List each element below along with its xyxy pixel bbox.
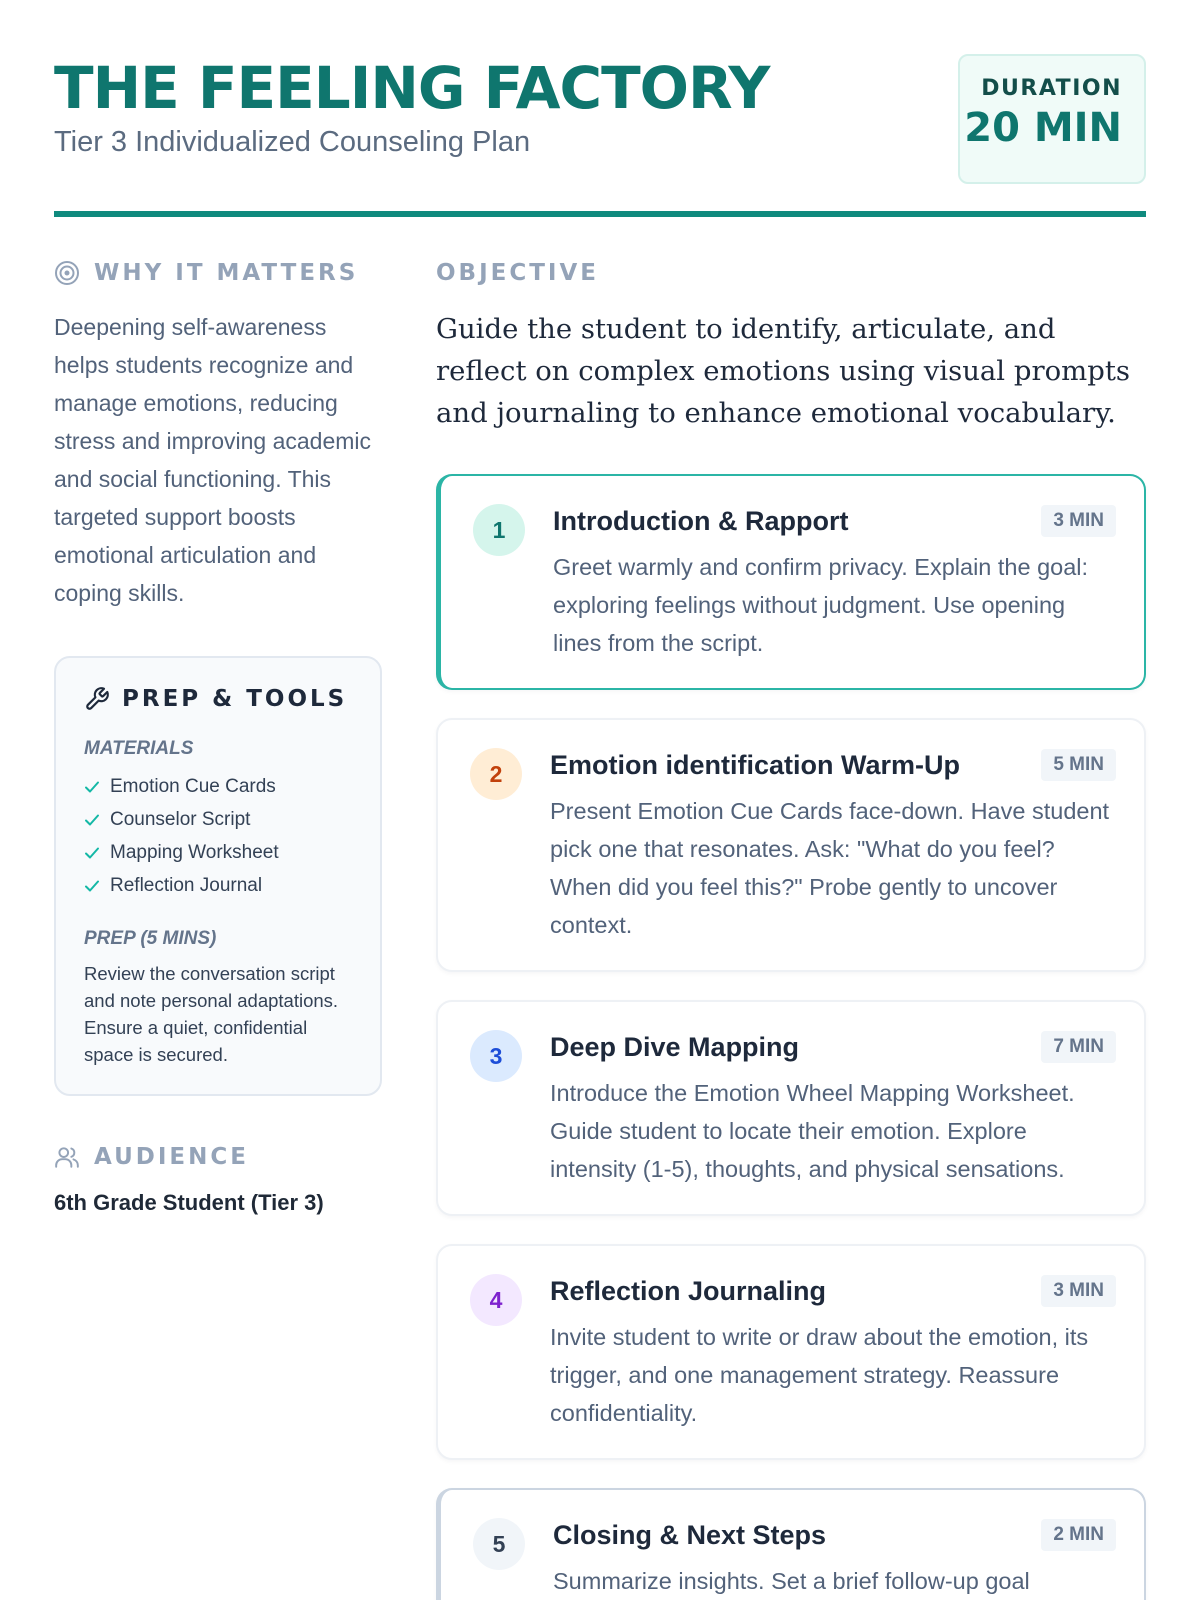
step-duration-badge: 5 MIN <box>1041 749 1116 781</box>
objective-heading: OBJECTIVE <box>436 260 599 286</box>
materials-heading: MATERIALS <box>84 738 194 759</box>
step-description: Summarize insights. Set a brief follow-up goal <box>553 1568 1030 1594</box>
header-divider <box>54 211 1146 217</box>
prep-heading-label: PREP & TOOLS <box>122 686 348 712</box>
step-card[interactable] <box>436 718 1146 972</box>
list-item: Mapping Worksheet <box>84 836 360 869</box>
page-title: THE FEELING FACTORY <box>54 54 770 122</box>
check-icon <box>84 879 100 893</box>
step-title: Reflection Journaling <box>550 1275 827 1306</box>
step-card[interactable] <box>436 1488 1146 1600</box>
step-card[interactable] <box>436 1000 1146 1216</box>
step-number: 3 <box>470 1030 522 1082</box>
step-number: 5 <box>473 1518 525 1570</box>
prep-time-heading: PREP (5 MINS) <box>84 928 217 949</box>
step-title: Closing & Next Steps <box>553 1519 827 1550</box>
right-column <box>436 258 1146 1600</box>
wrench-icon <box>84 686 110 712</box>
list-item: Reflection Journal <box>84 869 360 902</box>
prep-text: Review the conversation script and note personal adaptations. Ensure a quiet, confidential space is secured. <box>84 963 339 1065</box>
steps-list <box>436 474 1146 1600</box>
why-text: Deepening self-awareness helps students recognize and manage emotions, reducing stress and improving academic and social functioning. This targeted support boosts emotional articulation and coping skills. <box>54 314 372 606</box>
step-title: Deep Dive Mapping <box>550 1031 800 1062</box>
materials-list <box>84 770 360 902</box>
step-description: Present Emotion Cue Cards face-down. Have student pick one that resonates. Ask: "What do you feel? When did you feel this?" Probe gently to uncover context. <box>550 798 1110 938</box>
prep-heading <box>84 686 360 712</box>
target-icon <box>54 260 80 286</box>
step-description: Invite student to write or draw about the emotion, its trigger, and one management strategy. Reassure confidentiality. <box>550 1324 1089 1426</box>
list-item: Emotion Cue Cards <box>84 770 360 803</box>
step-number: 2 <box>470 748 522 800</box>
check-icon <box>84 780 100 794</box>
step-duration-badge: 3 MIN <box>1041 505 1116 537</box>
duration-value: 20 MIN <box>964 105 1122 151</box>
page-subtitle: Tier 3 Individualized Counseling Plan <box>54 126 531 158</box>
left-column <box>54 258 382 1216</box>
header <box>54 54 1146 218</box>
step-duration-badge: 2 MIN <box>1041 1519 1116 1551</box>
step-title: Introduction & Rapport <box>553 505 849 536</box>
step-description: Greet warmly and confirm privacy. Explain the goal: exploring feelings without judgment. Use opening lines from the script. <box>553 554 1089 656</box>
why-heading-label: WHY IT MATTERS <box>94 260 359 286</box>
step-card[interactable] <box>436 474 1146 690</box>
audience-section <box>54 1142 382 1216</box>
check-icon <box>84 813 100 827</box>
list-item: Counselor Script <box>84 803 360 836</box>
objective-text: Guide the student to identify, articulate, and reflect on complex emotions using visual prompts and journaling to enhance emotional vocabulary. <box>436 313 1130 429</box>
prep-card <box>54 656 382 1096</box>
step-duration-badge: 7 MIN <box>1041 1031 1116 1063</box>
audience-heading-label: AUDIENCE <box>94 1144 249 1170</box>
step-number: 1 <box>473 504 525 556</box>
duration-badge <box>958 54 1146 184</box>
users-icon <box>54 1144 80 1170</box>
step-description: Introduce the Emotion Wheel Mapping Worksheet. Guide student to locate their emotion. Explore intensity (1-5), thoughts, and physical sensations. <box>550 1080 1075 1182</box>
why-heading <box>54 258 382 288</box>
step-duration-badge: 3 MIN <box>1041 1275 1116 1307</box>
audience-value: 6th Grade Student (Tier 3) <box>54 1190 324 1215</box>
step-number: 4 <box>470 1274 522 1326</box>
duration-label: DURATION <box>981 76 1122 101</box>
audience-heading <box>54 1142 382 1172</box>
step-title: Emotion identification Warm-Up <box>550 749 960 780</box>
step-card[interactable] <box>436 1244 1146 1460</box>
check-icon <box>84 846 100 860</box>
